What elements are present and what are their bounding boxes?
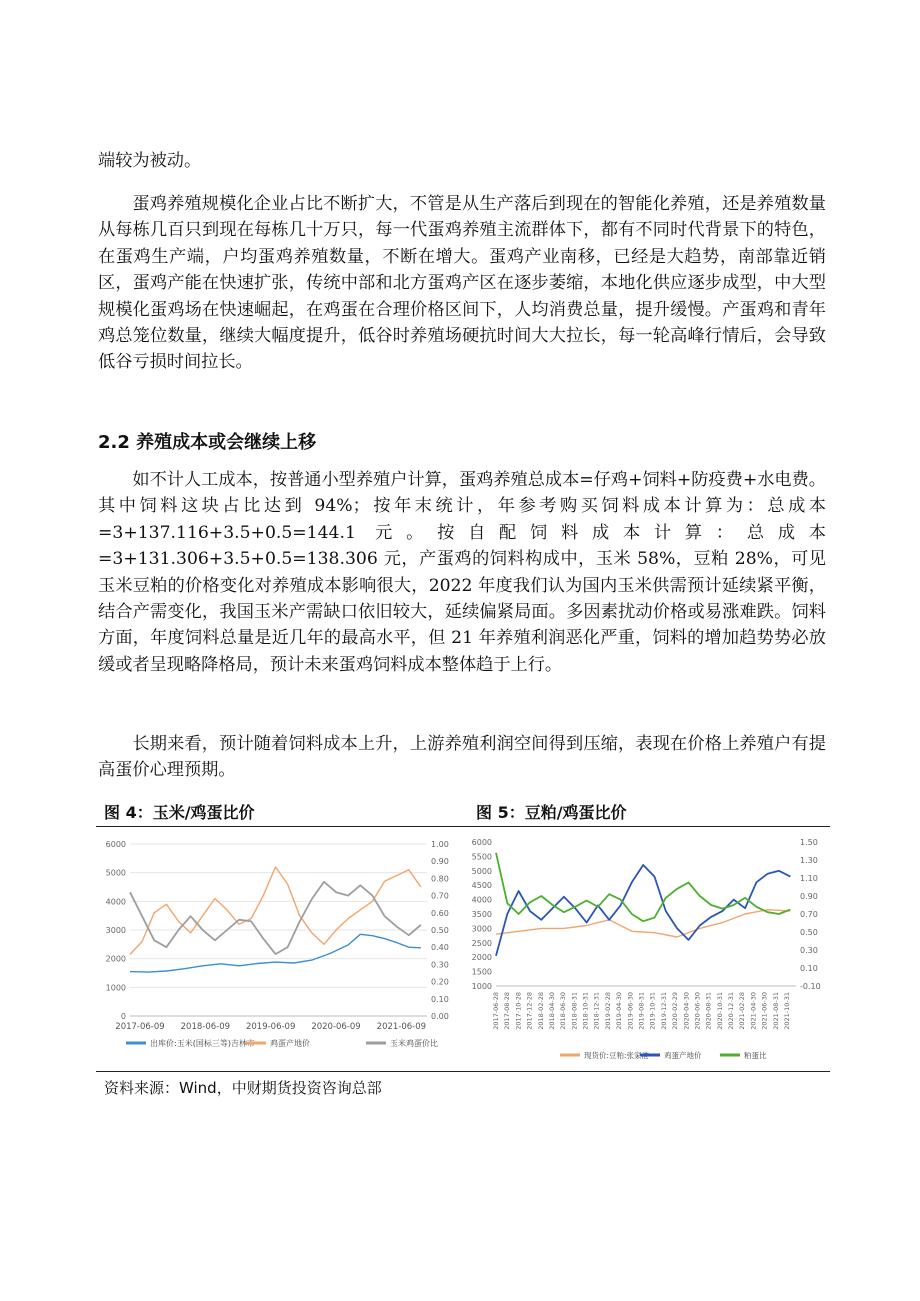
x-tick-label: 2020-10-31 [715, 992, 724, 1030]
x-tick-label: 2020-02-29 [671, 992, 680, 1030]
right-tick-label: 0.80 [431, 874, 449, 884]
legend-label: 玉米鸡蛋价比 [390, 1039, 438, 1048]
left-tick-label: 3500 [471, 910, 492, 919]
figure-bottom-rule [96, 1071, 830, 1072]
right-tick-label: 0.90 [800, 892, 818, 901]
x-tick-label: 2017-06-28 [492, 992, 500, 1030]
corn-egg-ratio-chart [100, 830, 456, 1062]
x-tick-label: 2017-10-28 [514, 992, 523, 1030]
right-tick-label: 0.50 [800, 928, 818, 937]
left-tick-label: 2500 [471, 938, 492, 948]
x-tick-label: 2018-12-31 [592, 992, 601, 1030]
right-tick-label: 0.60 [431, 908, 449, 918]
left-tick-label: 1000 [471, 982, 492, 991]
left-tick-label: 6000 [105, 840, 126, 849]
x-tick-label: 2019-06-09 [245, 1022, 296, 1032]
legend-label: 出库价:玉米(国标三等)吉林市 [150, 1039, 255, 1048]
x-tick-label: 2018-02-28 [536, 992, 545, 1030]
left-tick-label: 2000 [471, 953, 492, 963]
x-tick-label: 2018-08-31 [570, 992, 579, 1030]
figure-5-title: 图 5：豆粕/鸡蛋比价 [476, 803, 627, 822]
series-line-0 [496, 910, 790, 937]
x-tick-label: 2021-02-28 [738, 992, 747, 1030]
figure-top-rule [96, 826, 830, 827]
paragraph-continuation: 端较为被动。 [98, 151, 202, 171]
x-tick-label: 2017-12-28 [525, 992, 534, 1030]
section-heading: 2.2 养殖成本或会继续上移 [98, 432, 317, 453]
soymeal-egg-ratio-chart [468, 830, 830, 1062]
left-tick-label: 4000 [471, 895, 492, 905]
right-tick-label: 0.70 [800, 910, 818, 919]
right-tick-label: 0.90 [431, 857, 449, 867]
right-tick-label: 0.70 [431, 891, 449, 901]
left-tick-label: 5000 [105, 868, 126, 878]
x-tick-label: 2019-10-31 [648, 992, 657, 1030]
x-tick-label: 2021-06-30 [760, 992, 769, 1030]
x-tick-label: 2018-06-09 [180, 1022, 231, 1032]
left-tick-label: 0 [120, 1012, 126, 1021]
right-tick-label: 0.30 [800, 946, 818, 955]
x-tick-label: 2018-04-30 [547, 992, 556, 1030]
x-tick-label: 2021-04-30 [749, 992, 758, 1030]
x-tick-label: 2019-06-30 [626, 992, 635, 1030]
x-tick-label: 2020-12-31 [727, 992, 736, 1030]
left-tick-label: 5000 [471, 866, 492, 876]
x-tick-label: 2017-08-28 [503, 992, 512, 1030]
right-tick-label: -0.10 [800, 982, 821, 991]
left-tick-label: 6000 [471, 838, 492, 847]
paragraph-outlook: 长期来看，预计随着饲料成本上升，上游养殖利润空间得到压缩，表现在价格上养殖户有提高蛋价心理预期。 [98, 734, 826, 781]
right-tick-label: 0.50 [431, 926, 449, 935]
x-tick-label: 2020-04-30 [682, 992, 691, 1030]
source-note: 资料来源：Wind，中财期货投资咨询总部 [104, 1079, 382, 1097]
left-tick-label: 1000 [105, 983, 126, 993]
figure-4-title: 图 4：玉米/鸡蛋比价 [104, 803, 255, 822]
right-tick-label: 0.40 [431, 943, 449, 953]
x-tick-label: 2020-08-31 [704, 992, 713, 1030]
x-tick-label: 2021-06-09 [376, 1022, 427, 1032]
right-tick-label: 1.30 [800, 856, 818, 865]
right-tick-label: 0.20 [431, 977, 449, 987]
left-tick-label: 5500 [471, 852, 492, 862]
right-tick-label: 0.10 [431, 994, 449, 1004]
left-tick-label: 4500 [471, 881, 492, 891]
right-tick-label: 0.30 [431, 960, 449, 970]
left-tick-label: 2000 [105, 954, 126, 964]
legend-label: 鸡蛋产地价 [664, 1051, 702, 1060]
right-tick-label: 1.10 [800, 874, 818, 883]
right-tick-label: 1.00 [431, 840, 449, 849]
x-tick-label: 2019-08-31 [637, 992, 646, 1030]
x-tick-label: 2021-10-31 [783, 992, 791, 1030]
right-tick-label: 1.50 [800, 838, 818, 847]
x-tick-label: 2019-02-28 [603, 992, 612, 1030]
right-tick-label: 0.10 [800, 964, 818, 973]
legend-label: 现货价:豆粕:张家港 [584, 1051, 650, 1060]
x-tick-label: 2017-06-09 [115, 1022, 165, 1032]
left-tick-label: 3000 [471, 924, 492, 934]
x-tick-label: 2019-04-30 [615, 992, 624, 1030]
x-tick-label: 2020-06-09 [311, 1022, 361, 1032]
paragraph-cost-analysis: 如不计人工成本，按普通小型养殖户计算，蛋鸡养殖总成本=仔鸡+饲料+防疫费+水电费。其中饲料这块占比达到 94%；按年末统计，年参考购买饲料成本计算为：总成本=3+137.116+3.5+0.5=144.1 元。按自配饲料成本计算：总成本=3+131.306+3.5+0.5=138.306 元，产蛋鸡的饲料构成中，玉米 58%，豆粕 28%，可见玉米豆粕的价格变化对养殖成本影响很大，2022 年度我们认为国内玉米供需预计延续紧平衡，结合产需变化，我国玉米产需缺口依旧较大，延续偏紧局面。多因素扰动价格或易涨难跌。饲料方面，年度饲料总量是近几年的最高水平，但 21 年养殖利润恶化严重，饲料的增加趋势势必放缓或者呈现略降格局，预计未来蛋鸡饲料成本整体趋于上行。 [98, 470, 826, 675]
legend-label: 鸡蛋产地价 [270, 1039, 310, 1048]
series-line-2 [496, 853, 790, 921]
x-tick-label: 2019-12-31 [659, 992, 668, 1030]
x-tick-label: 2018-10-31 [581, 992, 590, 1030]
left-tick-label: 3000 [105, 926, 126, 935]
series-line-1 [496, 865, 790, 956]
right-tick-label: 0.00 [431, 1012, 449, 1021]
left-tick-label: 1500 [471, 967, 492, 977]
series-line-1 [130, 867, 421, 955]
x-tick-label: 2018-06-30 [559, 992, 568, 1030]
legend-label: 粕蛋比 [744, 1051, 767, 1060]
left-tick-label: 4000 [105, 897, 126, 907]
paragraph-industry-trend: 蛋鸡养殖规模化企业占比不断扩大，不管是从生产落后到现在的智能化养殖，还是养殖数量从每栋几百只到现在每栋几十万只，每一代蛋鸡养殖主流群体下，都有不同时代背景下的特色，在蛋鸡生产端，户均蛋鸡养殖数量，不断在增大。蛋鸡产业南移，已经是大趋势，南部靠近销区，蛋鸡产能在快速扩张，传统中部和北方蛋鸡产区在逐步萎缩，本地化供应逐步成型，中大型规模化蛋鸡场在快速崛起，在鸡蛋在合理价格区间下，人均消费总量，提升缓慢。产蛋鸡和青年鸡总笼位数量，继续大幅度提升，低谷时养殖场硬抗时间大大拉长，每一轮高峰行情后，会导致低谷亏损时间拉长。 [98, 194, 826, 373]
x-tick-label: 2021-08-31 [771, 992, 780, 1030]
x-tick-label: 2020-06-30 [693, 992, 702, 1030]
